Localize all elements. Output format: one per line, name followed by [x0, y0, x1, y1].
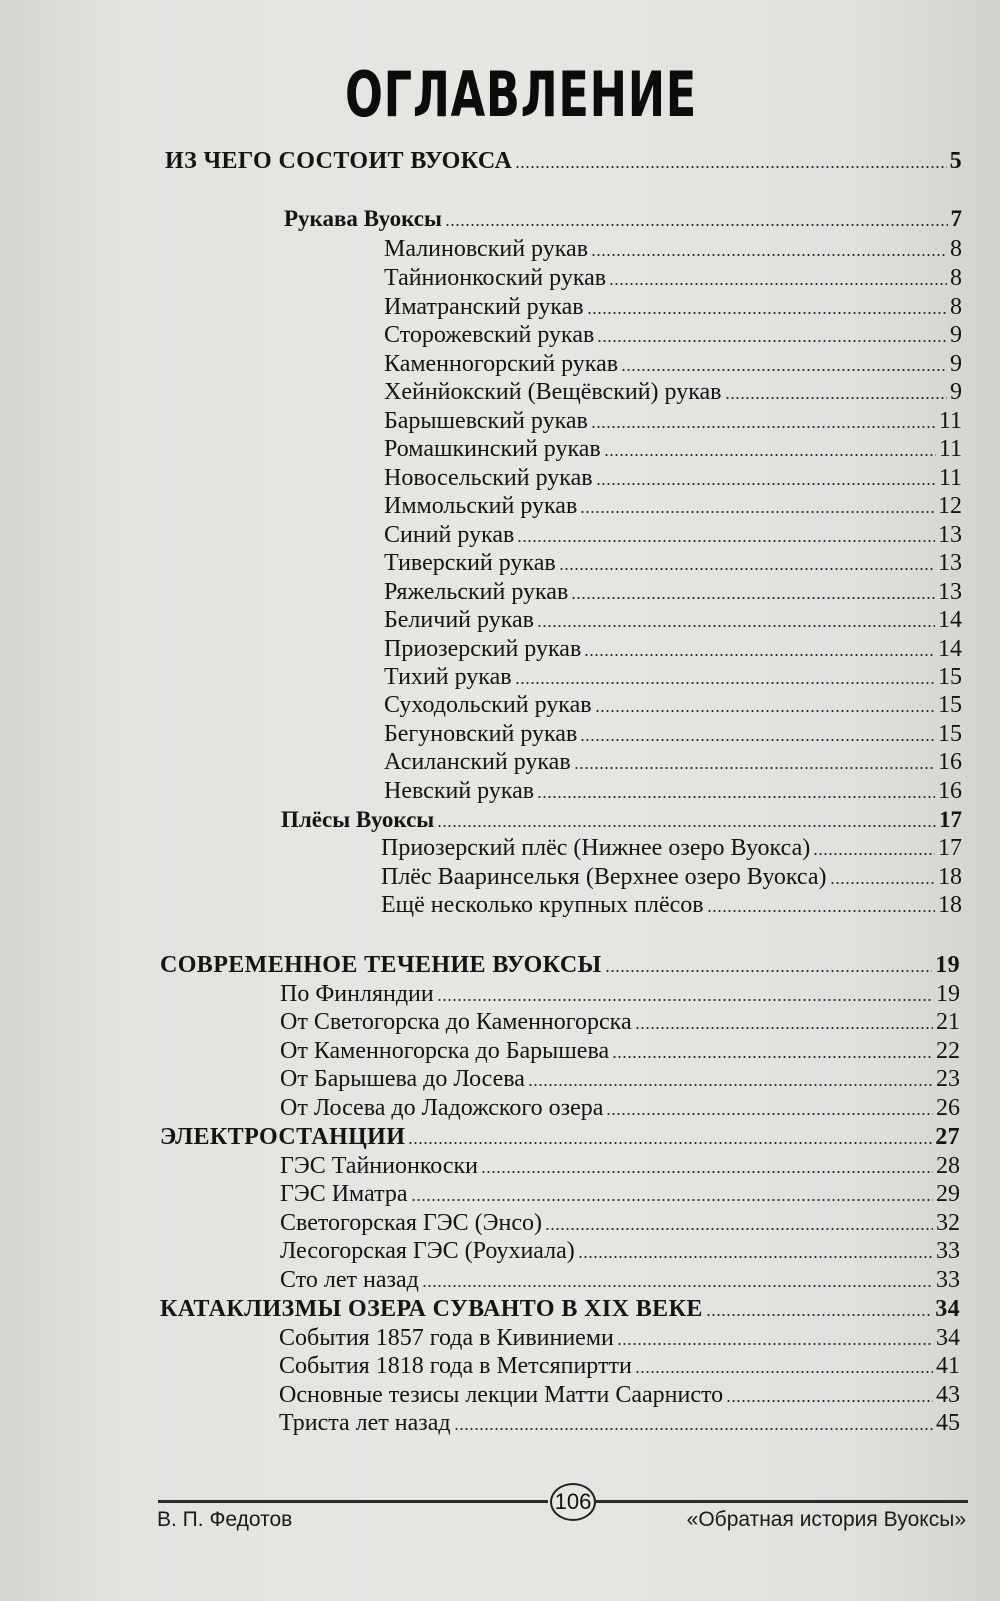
toc-entry-title: По Финляндии	[280, 981, 434, 1007]
toc-entry[interactable]	[279, 1324, 960, 1352]
toc-leader-dots	[481, 1171, 933, 1173]
toc-entry[interactable]	[384, 720, 962, 748]
toc-leader-dots	[574, 767, 935, 769]
toc-entry-title: Тиверский рукав	[384, 550, 556, 576]
toc-leader-dots	[621, 369, 947, 371]
toc-entry[interactable]	[381, 863, 962, 891]
toc-leader-dots	[596, 483, 936, 485]
toc-entry[interactable]	[281, 806, 962, 834]
toc-leader-dots	[587, 312, 947, 314]
toc-entry-title: СОВРЕМЕННОЕ ТЕЧЕНИЕ ВУОКСЫ	[160, 952, 602, 978]
toc-entry[interactable]	[160, 1295, 960, 1323]
toc-entry-title: Малиновский рукав	[384, 236, 589, 262]
toc-entry-title: Триста лет назад	[279, 1410, 451, 1436]
toc-entry[interactable]	[381, 834, 962, 862]
toc-entry[interactable]	[384, 321, 962, 349]
toc-entry-title: Основные тезисы лекции Матти Саарнисто	[279, 1382, 724, 1408]
toc-entry-title: Бегуновский рукав	[384, 721, 578, 747]
toc-entry-title: Лесогорская ГЭС (Роухиала)	[280, 1238, 575, 1264]
toc-entry[interactable]	[279, 1381, 960, 1409]
toc-leader-dots	[537, 625, 935, 627]
toc-entry-page: 9	[950, 351, 962, 377]
toc-entry[interactable]	[384, 264, 962, 292]
toc-leader-dots	[515, 682, 935, 684]
toc-entry-page: 15	[938, 721, 962, 747]
toc-entry-page: 19	[936, 981, 960, 1007]
toc-entry-page: 29	[936, 1181, 960, 1207]
toc-leader-dots	[445, 224, 948, 226]
footer-rule-right	[596, 1500, 968, 1503]
toc-entry[interactable]	[384, 350, 962, 378]
toc-entry-title: КАТАКЛИЗМЫ ОЗЕРА СУВАНТО В XIX ВЕКЕ	[160, 1296, 703, 1322]
toc-leader-dots	[591, 254, 947, 256]
toc-entry-page: 15	[938, 664, 962, 690]
toc-entry[interactable]	[384, 378, 962, 406]
toc-entry[interactable]	[384, 435, 962, 463]
page-number: 106	[554, 1489, 592, 1514]
toc-entry[interactable]	[384, 549, 962, 577]
toc-entry[interactable]	[279, 1352, 960, 1380]
toc-entry-page: 18	[938, 864, 962, 890]
toc-entry[interactable]	[384, 663, 962, 691]
toc-entry-page: 8	[950, 236, 962, 262]
toc-entry[interactable]	[280, 1094, 960, 1122]
toc-entry-page: 18	[938, 892, 962, 918]
toc-entry-title: От Лосева до Ладожского озера	[280, 1095, 604, 1121]
toc-leader-dots	[707, 910, 935, 912]
toc-entry[interactable]	[384, 521, 962, 549]
toc-leader-dots	[515, 166, 946, 168]
toc-entry-page: 13	[938, 579, 962, 605]
toc-entry-title: Приозерский рукав	[384, 636, 582, 662]
toc-leader-dots	[580, 511, 935, 513]
toc-entry[interactable]	[160, 951, 960, 979]
toc-entry[interactable]	[384, 691, 962, 719]
toc-entry-title: Ещё несколько крупных плёсов	[381, 892, 704, 918]
toc-entry-title: События 1857 года в Кивиниеми	[279, 1325, 614, 1351]
page-title: ОГЛАВЛЕНИЕ	[344, 58, 698, 131]
toc-entry-page: 11	[938, 408, 962, 434]
toc-entry-title: События 1818 года в Метсяпиртти	[279, 1353, 632, 1379]
toc-entry-title: От Светогорска до Каменногорска	[280, 1009, 632, 1035]
toc-entry[interactable]	[384, 492, 962, 520]
toc-leader-dots	[597, 340, 947, 342]
toc-entry-title: Ромашкинский рукав	[384, 436, 601, 462]
toc-entry-title: Плёс Вааринселькя (Верхнее озеро Вуокса)	[381, 864, 827, 890]
toc-entry-title: Асиланский рукав	[384, 749, 571, 775]
toc-entry-title: ГЭС Иматра	[280, 1181, 408, 1207]
toc-entry-title: Сторожевский рукав	[384, 322, 595, 348]
toc-entry-page: 41	[936, 1353, 960, 1379]
toc-entry-title: Сто лет назад	[280, 1267, 419, 1293]
toc-leader-dots	[605, 970, 933, 972]
toc-entry-title: Суходольский рукав	[384, 692, 592, 718]
toc-entry-title: Новосельский рукав	[384, 465, 593, 491]
toc-entry[interactable]	[279, 1409, 960, 1437]
toc-entry-page: 33	[936, 1267, 960, 1293]
toc-leader-dots	[454, 1428, 933, 1430]
toc-entry-title: От Барышева до Лосева	[280, 1066, 525, 1092]
toc-leader-dots	[571, 597, 935, 599]
toc-entry[interactable]	[280, 1180, 960, 1208]
toc-leader-dots	[726, 1400, 933, 1402]
toc-entry-page: 17	[939, 807, 962, 832]
toc-leader-dots	[559, 568, 935, 570]
toc-leader-dots	[517, 540, 935, 542]
toc-entry[interactable]	[160, 1123, 960, 1151]
footer-book-title: «Обратная история Вуоксы»	[686, 1508, 966, 1531]
toc-leader-dots	[725, 397, 947, 399]
toc-entry-page: 27	[935, 1124, 960, 1150]
toc-entry-title: Синий рукав	[384, 522, 515, 548]
toc-entry[interactable]	[384, 293, 962, 321]
toc-entry-title: От Каменногорска до Барышева	[280, 1038, 610, 1064]
toc-entry-page: 8	[950, 294, 962, 320]
toc-leader-dots	[706, 1314, 932, 1316]
toc-leader-dots	[617, 1343, 933, 1345]
toc-entry[interactable]	[284, 205, 962, 233]
toc-entry[interactable]	[280, 980, 960, 1008]
toc-entry-page: 23	[936, 1066, 960, 1092]
toc-entry[interactable]	[384, 578, 962, 606]
toc-entry-page: 16	[938, 778, 962, 804]
toc-entry-title: Плёсы Вуоксы	[281, 807, 435, 832]
toc-leader-dots	[537, 796, 935, 798]
toc-entry[interactable]	[384, 606, 962, 634]
toc-entry-page: 21	[936, 1009, 960, 1035]
footer-author: В. П. Федотов	[157, 1508, 293, 1531]
toc-entry[interactable]	[384, 777, 962, 805]
toc-leader-dots	[411, 1199, 933, 1201]
toc-entry[interactable]	[280, 1152, 960, 1180]
toc-entry[interactable]	[384, 235, 962, 263]
toc-entry-page: 14	[938, 636, 962, 662]
toc-entry[interactable]	[384, 635, 962, 663]
toc-leader-dots	[422, 1285, 933, 1287]
toc-entry[interactable]	[280, 1065, 960, 1093]
toc-entry-page: 9	[950, 322, 962, 348]
toc-entry-title: ЭЛЕКТРОСТАНЦИИ	[160, 1124, 406, 1150]
toc-entry-page: 15	[938, 692, 962, 718]
toc-leader-dots	[830, 882, 935, 884]
toc-leader-dots	[604, 454, 936, 456]
toc-entry-page: 19	[935, 952, 960, 978]
toc-entry-page: 13	[938, 522, 962, 548]
toc-entry[interactable]	[384, 748, 962, 776]
toc-leader-dots	[437, 825, 936, 827]
toc-entry-page: 34	[936, 1325, 960, 1351]
toc-leader-dots	[606, 1113, 933, 1115]
toc-entry-title: ГЭС Тайнионкоски	[280, 1153, 479, 1179]
toc-leader-dots	[612, 1056, 933, 1058]
page-number-badge	[550, 1483, 596, 1521]
toc-entry-page: 16	[938, 749, 962, 775]
toc-leader-dots	[635, 1371, 933, 1373]
toc-entry-title: Рукава Вуоксы	[284, 206, 442, 231]
toc-entry[interactable]	[280, 1266, 960, 1294]
toc-entry[interactable]	[384, 407, 962, 435]
toc-leader-dots	[580, 739, 935, 741]
toc-leader-dots	[528, 1084, 933, 1086]
toc-entry[interactable]	[381, 891, 962, 919]
toc-entry[interactable]	[280, 1008, 960, 1036]
toc-entry-page: 32	[936, 1210, 960, 1236]
toc-leader-dots	[813, 853, 935, 855]
toc-entry-title: Каменногорский рукав	[384, 351, 619, 377]
toc-leader-dots	[591, 426, 936, 428]
toc-entry-title: Ряжельский рукав	[384, 579, 569, 605]
toc-entry-page: 7	[950, 206, 962, 231]
toc-entry-page: 11	[938, 436, 962, 462]
toc-entry-page: 33	[936, 1238, 960, 1264]
toc-leader-dots	[609, 283, 947, 285]
toc-entry-page: 14	[938, 607, 962, 633]
toc-entry-page: 17	[938, 835, 962, 861]
toc-entry[interactable]	[280, 1237, 960, 1265]
toc-leader-dots	[408, 1142, 932, 1144]
toc-leader-dots	[437, 999, 933, 1001]
toc-entry[interactable]	[165, 147, 962, 175]
toc-entry[interactable]	[280, 1209, 960, 1237]
toc-entry-page: 43	[936, 1382, 960, 1408]
toc-entry-title: Барышевский рукав	[384, 408, 588, 434]
toc-leader-dots	[584, 654, 935, 656]
toc-entry-page: 11	[938, 465, 962, 491]
toc-entry-page: 26	[936, 1095, 960, 1121]
toc-entry-title: ИЗ ЧЕГО СОСТОИТ ВУОКСА	[165, 148, 513, 174]
toc-entry-title: Иммольский рукав	[384, 493, 578, 519]
toc-leader-dots	[635, 1027, 933, 1029]
toc-leader-dots	[578, 1256, 933, 1258]
toc-entry-page: 22	[936, 1038, 960, 1064]
toc-entry-page: 5	[949, 148, 962, 174]
toc-entry-title: Невский рукав	[384, 778, 535, 804]
toc-entry-title: Тихий рукав	[384, 664, 512, 690]
toc-entry-title: Хейнйокский (Вещёвский) рукав	[384, 379, 722, 405]
toc-entry-page: 45	[936, 1410, 960, 1436]
toc-entry-page: 28	[936, 1153, 960, 1179]
toc-entry[interactable]	[384, 464, 962, 492]
toc-entry[interactable]	[280, 1037, 960, 1065]
toc-entry-page: 9	[950, 379, 962, 405]
toc-entry-page: 13	[938, 550, 962, 576]
toc-entry-title: Светогорская ГЭС (Энсо)	[280, 1210, 542, 1236]
toc-leader-dots	[545, 1228, 933, 1230]
toc-leader-dots	[595, 710, 935, 712]
toc-entry-title: Беличий рукав	[384, 607, 534, 633]
toc-entry-title: Приозерский плёс (Нижнее озеро Вуокса)	[381, 835, 811, 861]
toc-entry-title: Тайнионкоский рукав	[384, 265, 607, 291]
toc-entry-page: 8	[950, 265, 962, 291]
toc-entry-title: Иматранский рукав	[384, 294, 584, 320]
toc-entry-page: 12	[938, 493, 962, 519]
toc-entry-page: 34	[935, 1296, 960, 1322]
footer-rule-left	[158, 1500, 548, 1503]
